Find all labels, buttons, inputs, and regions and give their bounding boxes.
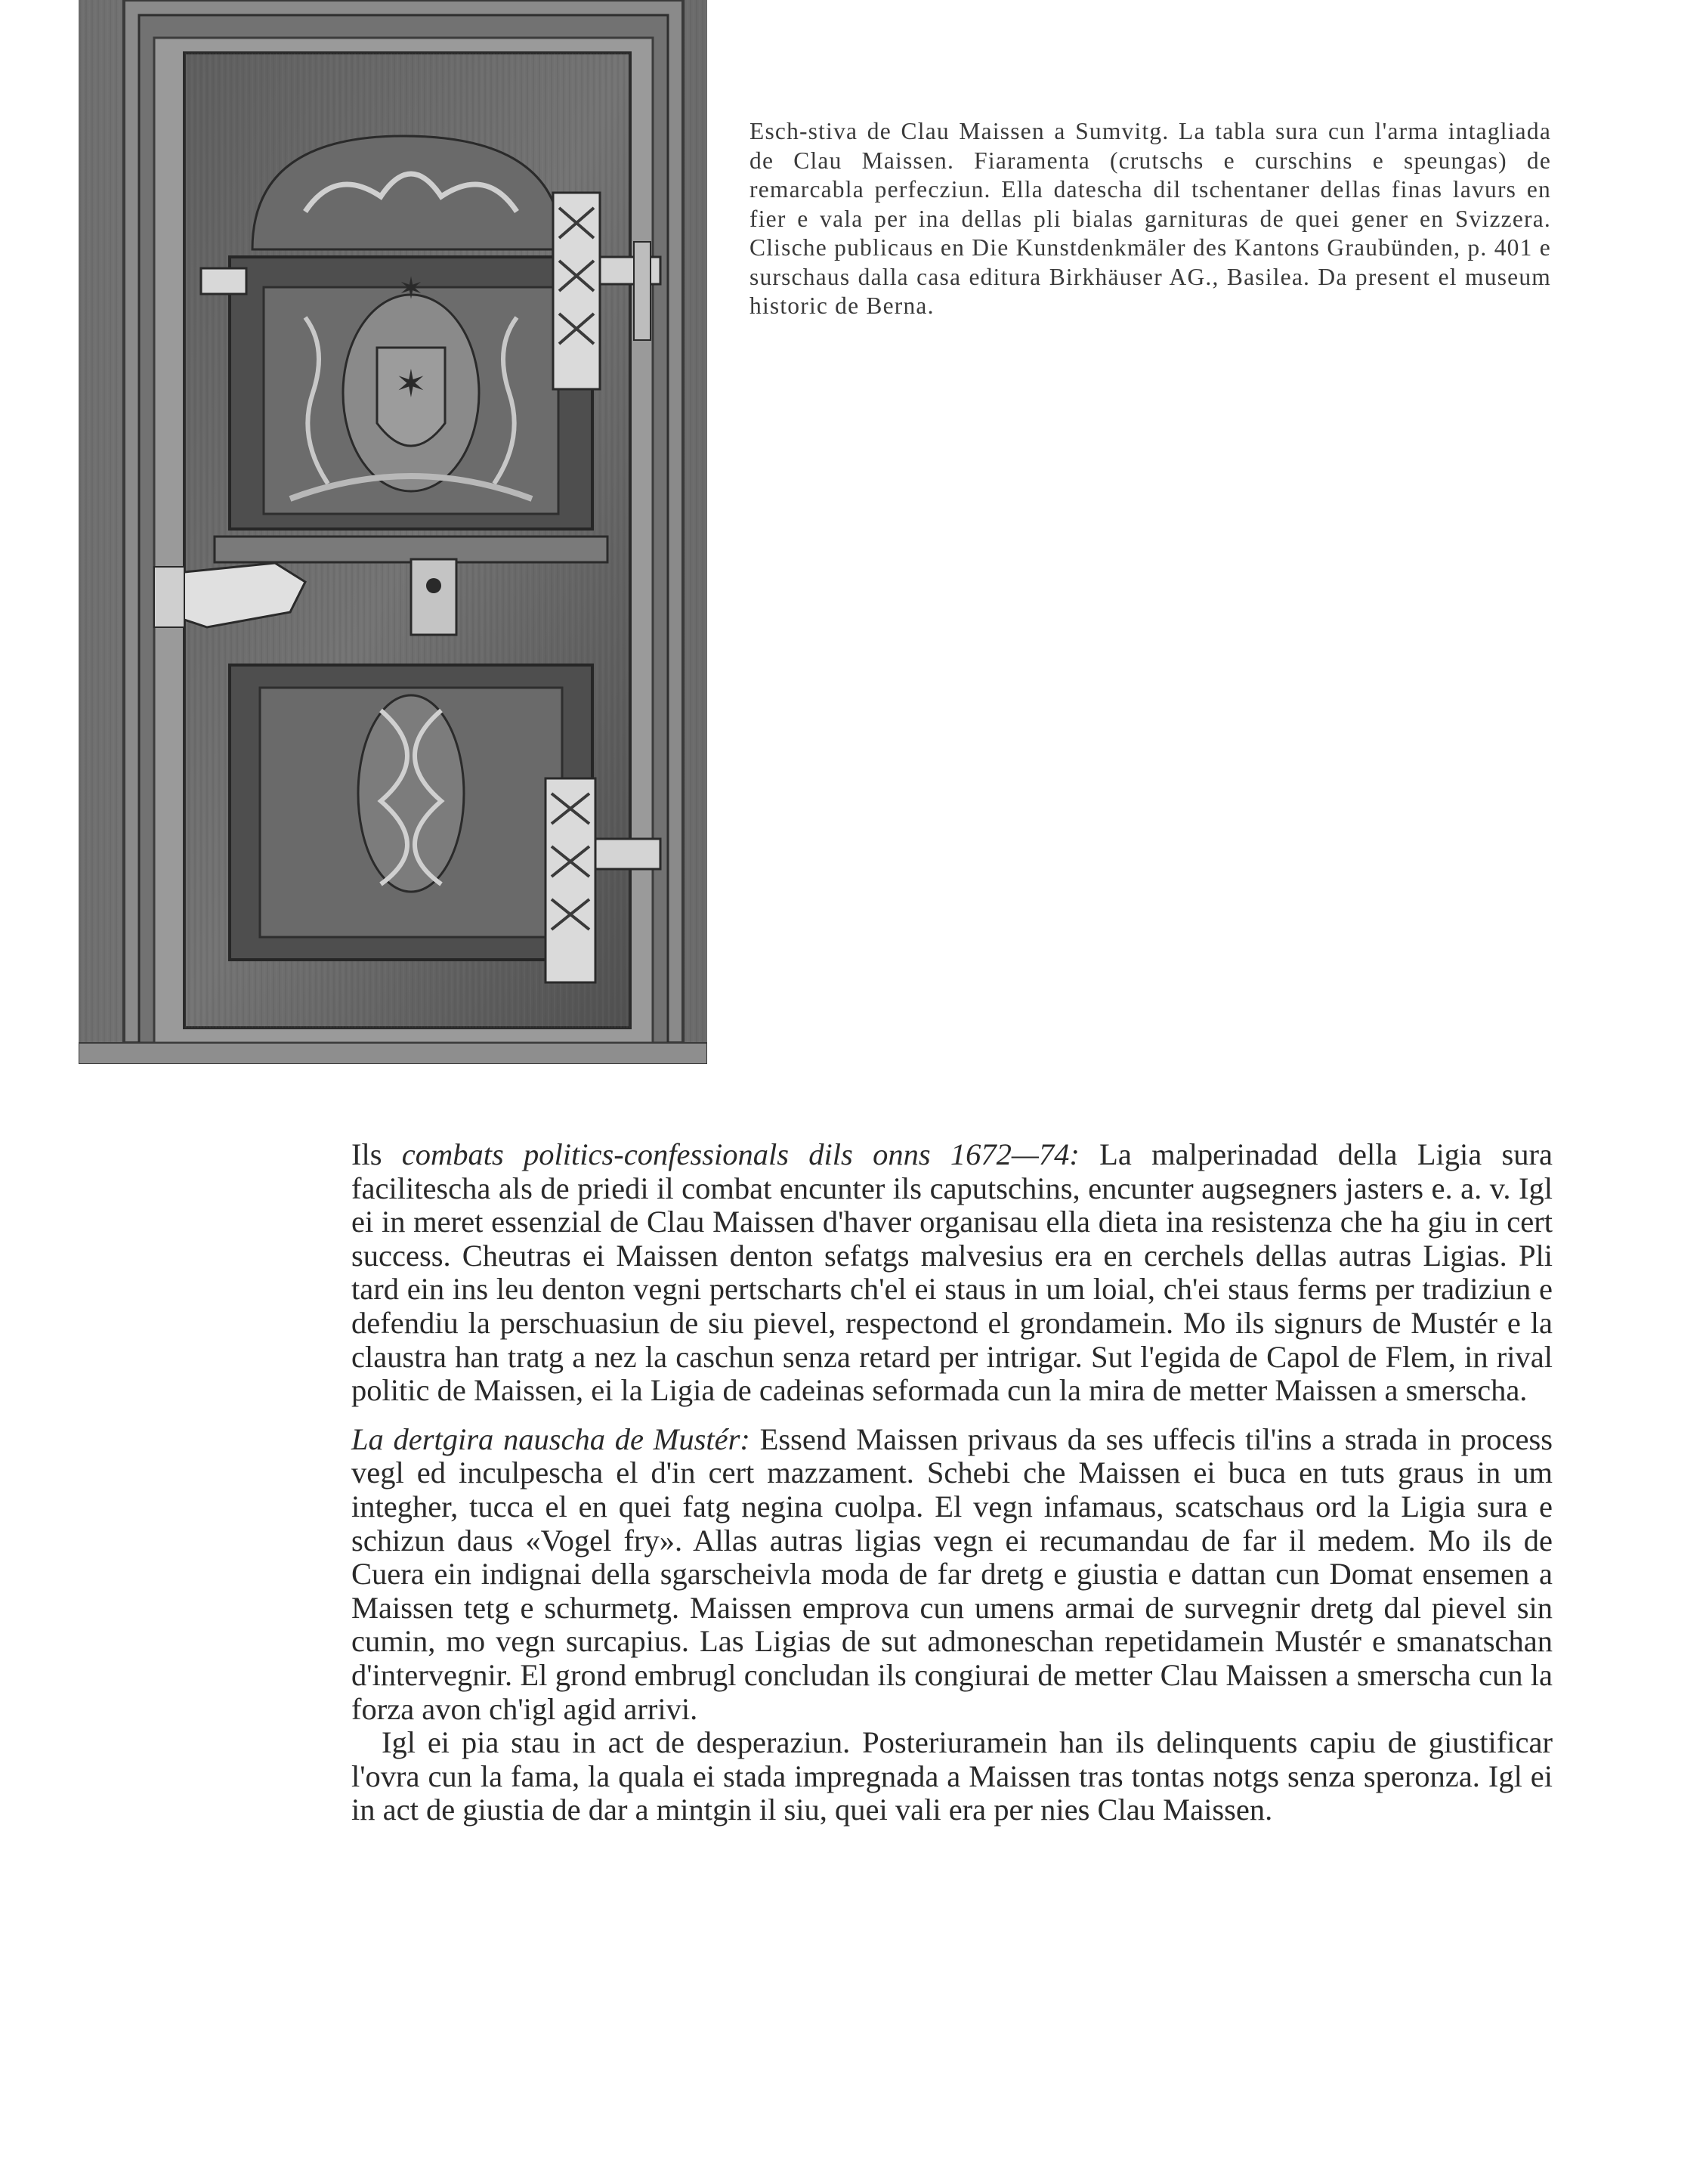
door-photograph [79,0,707,1064]
photo-caption [749,117,1551,321]
paragraph-1 [351,1138,1553,1408]
svg-text:✶: ✶ [398,271,424,306]
article-body [351,1138,1553,1827]
paragraph-2 [351,1423,1553,1726]
paragraph-3-text: Igl ei pia stau in act de desperaziun. Posteriuramein han ils delinquents capiu de giustificar l'ovra cun la fama, la quala ei stada impregnada a Maissen tras tontas notgs senza speronza. Igl ei in act de giustia de dar a mintgin il siu, quei vali era per nies Clau Maissen. [351,1725,1553,1827]
paragraph-2-text: Essend Maissen privaus da ses uffecis til'ins a strada in process vegl ed inculpescha el d'in cert mazzament. Schebi che Maissen ei buca en tuts graus in um integher, tucca el en quei fatg negina cuolpa. El vegn infamaus, scatschaus ord la Ligia sura e schizun daus «Vogel fry». Allas autras ligias vegn ei recumandau de far il medem. Mo ils de Cuera ein indignai della sgarscheivla moda de far dretg e giustia e dattan cun Domat ensemen a Maissen tetg e schurmetg. Maissen emprova cun umens armai de survegnir dretg dal pievel sin cumin, mo vegn surcapius. Las Ligias de sut admoneschan repetidamein Mustér e smanatschan d'intervegnir. El grond embrugl concludan ils congiurai de metter Clau Maissen a smerscha cun la forza avon ch'igl agid arrivi. [351,1421,1553,1726]
paragraph-1-lead: combats politics-confessionals dils onns 1672—74: [401,1137,1080,1171]
paragraph-1-pre: Ils [351,1137,402,1171]
paragraph-1-text: La malperinadad della Ligia sura facilitescha als de priedi il combat encunter ils caputschins, encunter augsegners jasters e. a. v. Igl ei in meret essenzial de Clau Maissen d'haver organisau ella dieta ina resistenza che ha giu in cert success. Cheutras ei Maissen denton sefatgs malvesius era en cerchels dellas autras Ligias. Pli tard ein ins leu denton vegni pertscharts ch'el ei staus in um loial, ch'ei staus ferms per tradiziun e defendiu la perschuasiun de siu pievel, respectond el grondamein. Mo ils signurs de Mustér e la claustra han tratg a nez la caschun senza retard per intrigar. Sut l'egida de Capol de Flem, in rival politic de Maissen, ei la Ligia de cadeinas seformada cun la mira de metter Maissen a smerscha. [351,1137,1553,1408]
paragraph-2-lead: La dertgira nauscha de Mustér: [351,1421,750,1456]
svg-text:✶: ✶ [395,362,427,406]
caption-text: Esch-stiva de Clau Maissen a Sumvitg. La tabla sura cun l'arma intagliada de Clau Maissen. Fiaramenta (crutschs e curschins e speungas) de remarcabla perfecziun. Ella datescha dil tschentaner dellas finas lavurs en fier e vala per ina dellas pli bialas garnituras de quei gener en Svizzera. Clische publicaus en Die Kunstdenkmäler des Kantons Graubünden, p. 401 e surschaus dalla casa editura Birkhäuser AG., Basilea. Da present el museum historic de Berna. [749,118,1551,319]
paragraph-3 [351,1726,1553,1827]
